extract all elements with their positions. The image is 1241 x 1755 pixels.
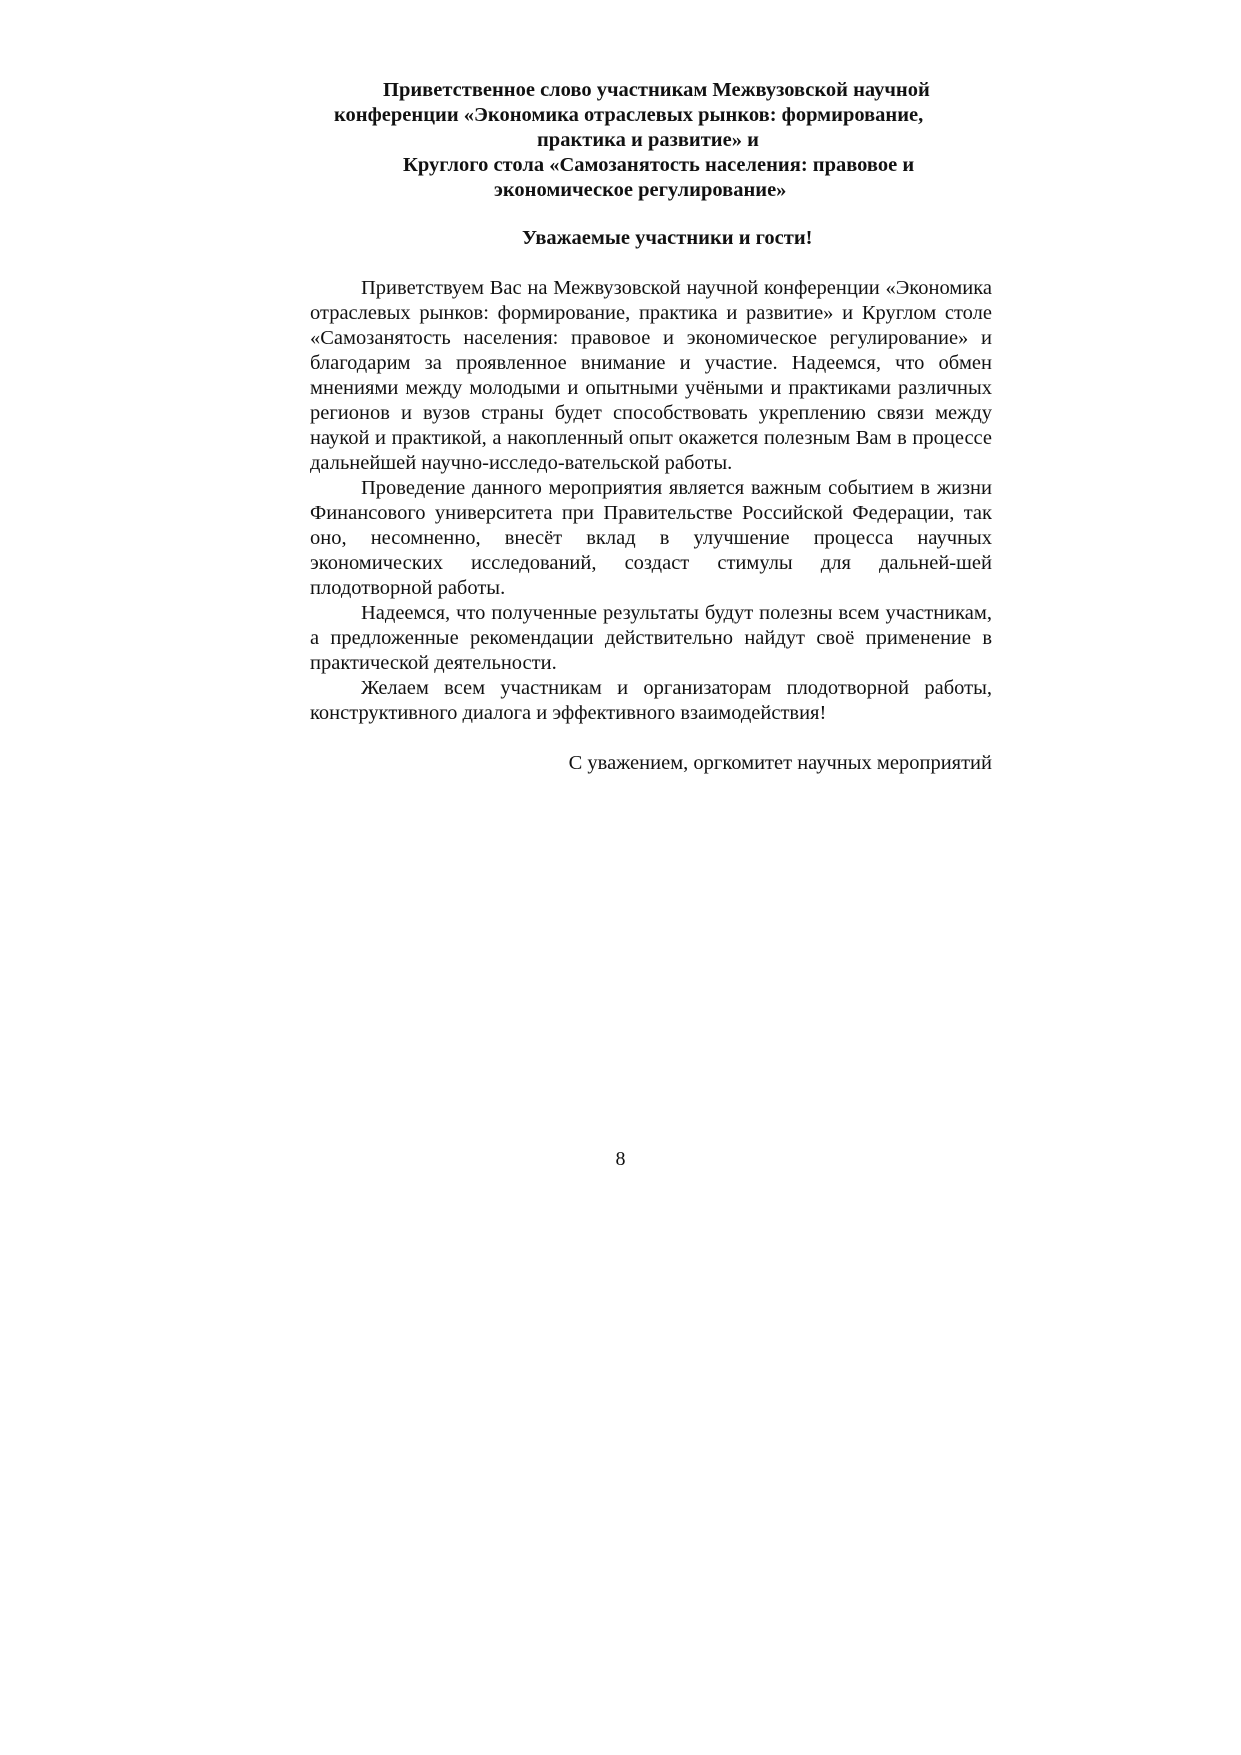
title-line: Приветственное слово участникам Межвузовской научной <box>383 79 930 101</box>
page-number: 8 <box>615 1148 626 1170</box>
title-line: экономическое регулирование» <box>494 179 787 201</box>
body-paragraph: Проведение данного мероприятия является важным событием в жизни Финансового университета при Правительстве Российской Федерации, так оно, несомненно, внесёт вклад в улучшение процесса научных экономических исследований, создаст стимулы для дальней-шей плодотворной работы. <box>310 477 992 599</box>
body-paragraph: Надеемся, что полученные результаты будут полезны всем участникам, а предложенные рекомендации действительно найдут своё применение в практической деятельности. <box>310 602 992 674</box>
title-line: Круглого стола «Самозанятость населения: правовое и <box>403 154 915 176</box>
title-line: конференции «Экономика отраслевых рынков: формирование, <box>334 104 924 126</box>
letter-body <box>310 276 992 726</box>
document-page <box>310 78 992 776</box>
title-line: практика и развитие» и <box>537 129 759 151</box>
greeting-heading: Уважаемые участники и гости! <box>522 227 813 249</box>
signature: С уважением, оргкомитет научных мероприятий <box>568 752 992 774</box>
body-paragraph: Приветствуем Вас на Межвузовской научной конференции «Экономика отраслевых рынков: формирование, практика и развитие» и Круглом столе «Самозанятость населения: правовое и экономическое регулирование» и благодарим за проявленное внимание и участие. Надеемся, что обмен мнениями между молодыми и опытными учёными и практиками различных регионов и вузов страны будет способствовать укреплению связи между наукой и практикой, а накопленный опыт окажется полезным Вам в процессе дальнейшей научно-исследо-вательской работы. <box>310 277 992 474</box>
document-title <box>310 78 992 203</box>
body-paragraph: Желаем всем участникам и организаторам плодотворной работы, конструктивного диалога и эффективного взаимодействия! <box>310 677 992 724</box>
